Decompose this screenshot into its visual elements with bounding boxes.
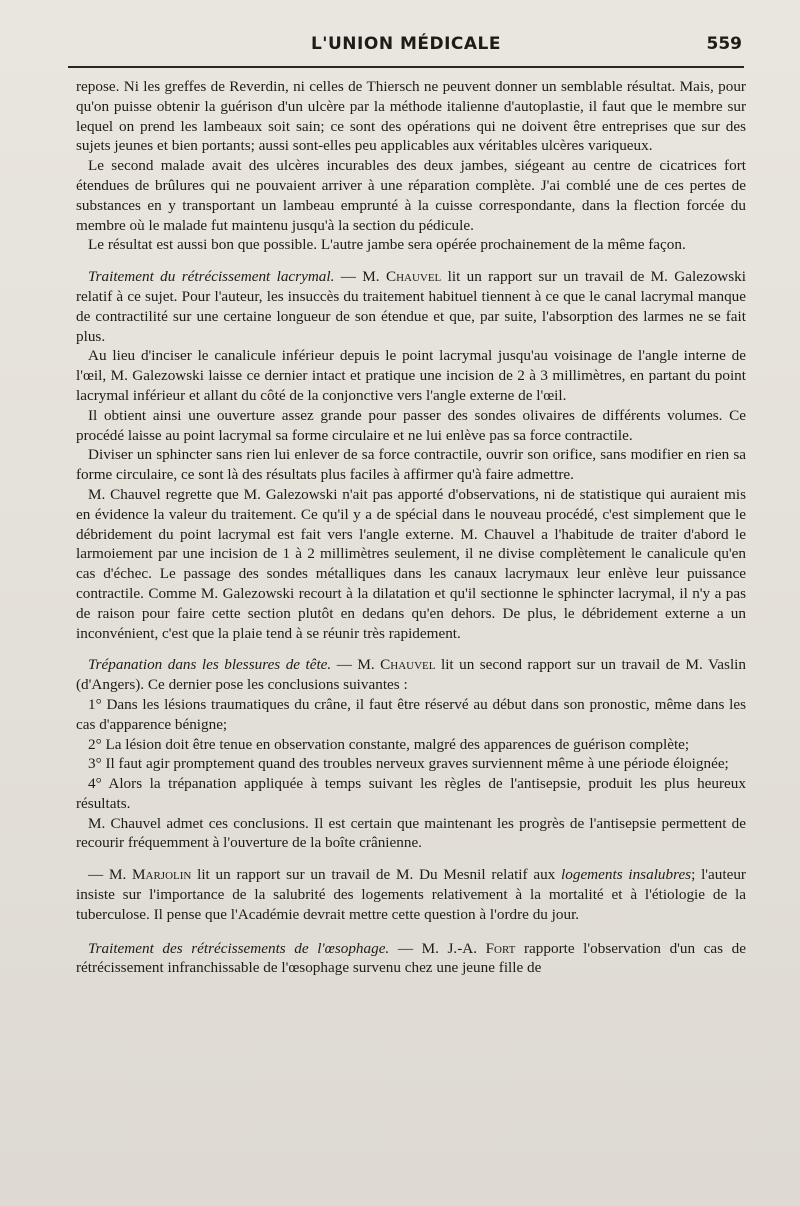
section-text: lit un rapport sur un travail de M. Galezowski relatif à ce sujet. Pour l'auteur, les insuccès du traitement habituel tiennent à ce que le canal lacrymal manque de contractilité sur une certaine longueur de son étendue et que, par suite, l'absorption des larmes ne se fait plus. xyxy=(76,268,746,345)
paragraph: Diviser un sphincter sans rien lui enlever de sa force contractile, ouvrir son orifice, sans modifier en rien sa forme circulaire, ce sont là des résultats plus faciles à affirmer qu'à faire admettre. xyxy=(76,446,746,484)
paragraph: M. Chauvel regrette que M. Galezowski n'ait pas apporté d'observations, ni de statistique qui auraient mis en évidence la valeur du traitement. Ce qu'il y a de spécial dans le nouveau procédé, c'est simplement que le débridement du point lacrymal est fait vers l'angle externe. M. Chauvel a l'habitude de traiter d'abord le larmoiement par une incision de 1 à 2 millimètres seulement, il ne divise complètement le canalicule qu'en cas d'échec. Le passage des sondes métalliques dans les canaux lacrymaux leur enlève leur puissance contractile. Comme M. Galezowski recourt à la dilatation et qu'il sectionne le sphincter lacrymal, il n'y a pas de raison pour faire cette section plutôt en dedans qu'en dehors. De plus, le débridement externe a un inconvénient, c'est que la plaie tend à se réunir très rapidement. xyxy=(76,485,746,642)
header-rule xyxy=(68,66,744,68)
separator-text: — M. xyxy=(334,268,386,286)
conclusion-item: 3° Il faut agir promptement quand des troubles nerveux graves surviennent même à une période éloignée; xyxy=(88,755,729,773)
conclusion-item: 2° La lésion doit être tenue en observation constante, malgré des apparences de guérison complète; xyxy=(88,735,690,753)
section-oesophage xyxy=(76,939,746,979)
separator-text: — M. xyxy=(331,656,381,674)
section-title: Traitement des rétrécissements de l'œsophage. xyxy=(88,939,390,957)
separator-text: — M. J.-A. xyxy=(389,939,486,957)
paragraph: M. Chauvel admet ces conclusions. Il est certain que maintenant les progrès de l'antisepsie permettent de recourir fréquemment à l'ouverture de la boîte crânienne. xyxy=(76,814,746,852)
italic-term: logements insalubres xyxy=(561,866,692,884)
section-text: lit un second rapport sur un travail de M. Vaslin (d'Angers). Ce dernier pose les conclusions suivantes : xyxy=(76,656,746,694)
conclusion-item: 1° Dans les lésions traumatiques du crâne, il faut être réservé au début dans son pronostic, même dans les cas d'apparence bénigne; xyxy=(76,695,746,733)
paragraph: Il obtient ainsi une ouverture assez grande pour passer des sondes olivaires de différents volumes. Ce procédé laisse au point lacrymal sa forme circulaire et ne lui enlève pas sa force contractile. xyxy=(76,406,746,444)
section-traitement-lacrymal xyxy=(76,267,746,346)
page-header xyxy=(70,34,742,64)
section-text: lit un rapport sur un travail de M. Du Mesnil relatif aux xyxy=(191,866,562,884)
paragraph: Au lieu d'inciser le canalicule inférieur depuis le point lacrymal jusqu'au voisinage de l'angle interne de l'œil, M. Galezowski laisse ce dernier intact et pratique une incision de 2 à 3 millimètres, en partant du point lacrymal inférieur et allant du côté de la conjonctive vers l'angle externe de l'œil. xyxy=(76,347,746,404)
section-title: Trépanation dans les blessures de tête. xyxy=(88,656,332,674)
conclusion-item: 4° Alors la trépanation appliquée à temps suivant les règles de l'antisepsie, produit les plus heureux résultats. xyxy=(76,775,746,812)
separator-text: — M. xyxy=(88,866,133,884)
section-text: ; l'auteur insiste sur l'importance de la salubrité des logements relativement à la mortalité et à l'étiologie de la tuberculose. Il pense que l'Académie devrait mettre cette question à l'ordre du jour. xyxy=(76,866,746,923)
paragraph: Le résultat est aussi bon que possible. L'autre jambe sera opérée prochainement de la même façon. xyxy=(88,236,686,254)
section-logements-insalubres xyxy=(76,865,746,924)
page-number: 559 xyxy=(706,34,742,54)
section-trepanation xyxy=(76,655,746,695)
author-name: Marjolin xyxy=(132,866,192,884)
journal-title: L'UNION MÉDICALE xyxy=(310,34,502,54)
author-name: Chauvel xyxy=(380,656,436,674)
section-title: Traitement du rétrécissement lacrymal. xyxy=(88,268,335,286)
section-text: rapporte l'observation d'un cas de rétrécissement infranchissable de l'œsophage survenu chez une jeune fille de xyxy=(76,939,746,977)
paragraph: repose. Ni les greffes de Reverdin, ni celles de Thiersch ne peuvent donner un semblable résultat. Mais, pour qu'on puisse obtenir la guérison d'un ulcère par la méthode italienne d'autoplastie, il faut que le membre sur lequel on prend les lambeaux soit sain; ce sont des opérations qui ne doivent être entreprises que sur des sujets jeunes et bien portants; aussi sont-elles peu applicables aux véritables ulcères variqueux. xyxy=(76,78,746,155)
author-name: Chauvel xyxy=(385,268,442,286)
article-body xyxy=(76,77,746,978)
author-name: Fort xyxy=(485,939,516,957)
paragraph: Le second malade avait des ulcères incurables des deux jambes, siégeant au centre de cicatrices fort étendues de brûlures qui ne pouvaient arriver à une réparation complète. J'ai comblé une de ces pertes de substances en y transportant un lambeau emprunté à la cuisse correspondante, dans la flection forcée du membre où le malade fut maintenu jusqu'à la section du pédicule. xyxy=(76,157,746,234)
